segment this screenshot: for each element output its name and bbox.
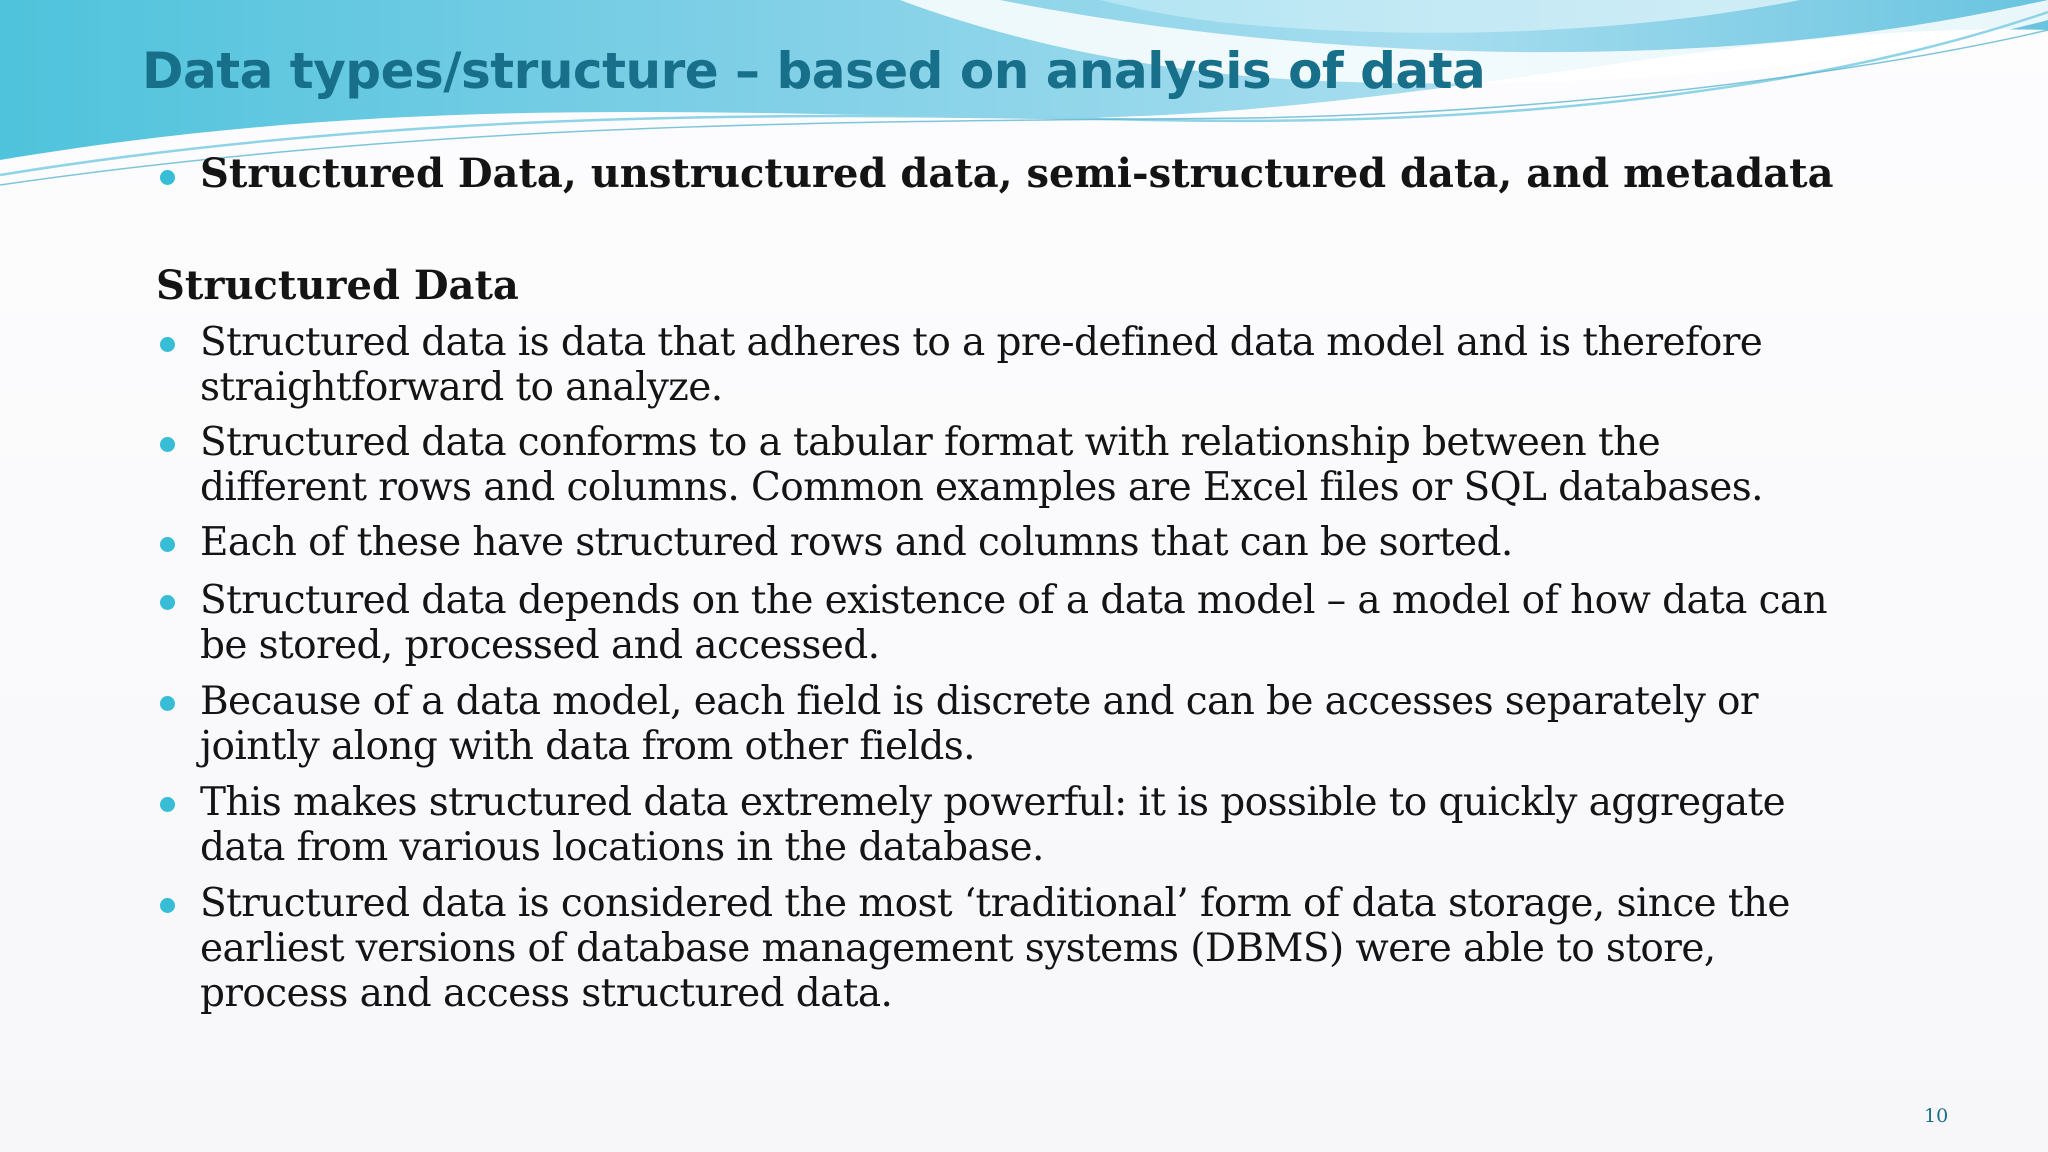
bullet-line: process and access structured data. [200, 971, 893, 1016]
bullet-line: Because of a data model, each field is discrete and can be accesses separately or [200, 679, 1758, 724]
bullet-line: Each of these have structured rows and columns that can be sorted. [200, 520, 1513, 565]
bullet-dot-icon [160, 170, 175, 185]
bullet-line: straightforward to analyze. [200, 365, 723, 410]
bullet-dot-icon [160, 437, 175, 452]
bullet-line: Structured data conforms to a tabular format with relationship between the [200, 420, 1661, 465]
bullet-dot-icon [160, 696, 175, 711]
bullet-line: data from various locations in the database. [200, 825, 1044, 870]
top-bullet: Structured Data, unstructured data, semi-structured data, and metadata [200, 150, 1834, 197]
bullet-line: different rows and columns. Common examples are Excel files or SQL databases. [200, 465, 1763, 510]
page-number: 10 [1924, 1105, 1949, 1127]
bullet-dot-icon [160, 595, 175, 610]
bullet-line: Structured data depends on the existence of a data model – a model of how data can [200, 578, 1828, 623]
bullet-dot-icon [160, 898, 175, 913]
bullet-line: Structured data is data that adheres to a pre-defined data model and is therefore [200, 320, 1763, 365]
bullet-line: This makes structured data extremely powerful: it is possible to quickly aggregate [200, 780, 1786, 825]
bullet-line: jointly along with data from other fields. [200, 724, 975, 769]
bullet-line: Structured data is considered the most ‘traditional’ form of data storage, since the [200, 881, 1790, 926]
bullet-line: be stored, processed and accessed. [200, 623, 880, 668]
bullet-dot-icon [160, 337, 175, 352]
bullet-dot-icon [160, 537, 175, 552]
slide-title: Data types/structure – based on analysis of data [142, 42, 1486, 100]
section-heading: Structured Data [156, 262, 519, 309]
bullet-line: earliest versions of database management systems (DBMS) were able to store, [200, 926, 1716, 971]
bullet-dot-icon [160, 797, 175, 812]
